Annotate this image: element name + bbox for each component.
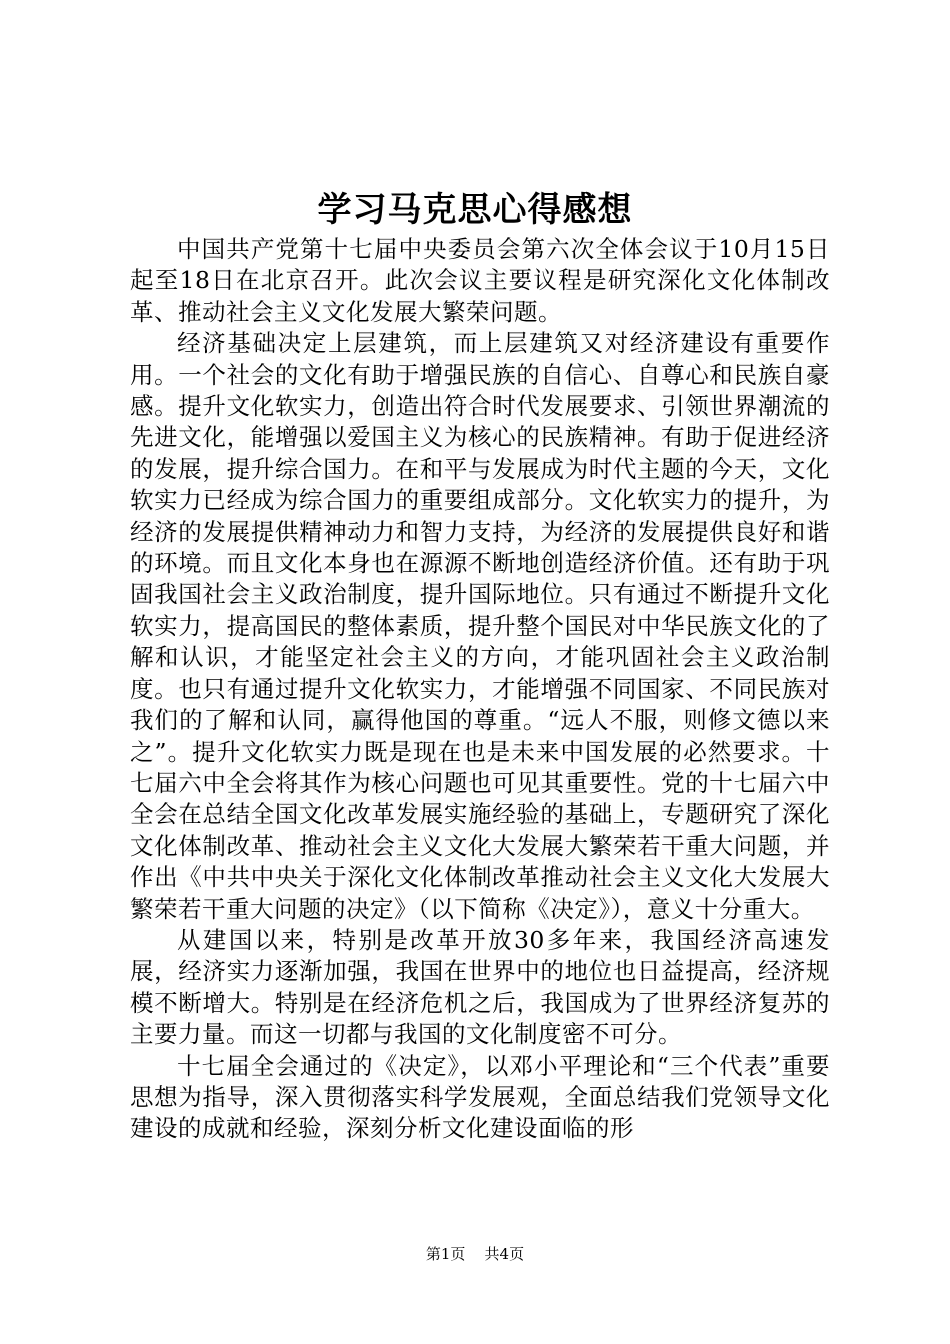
footer-spacer <box>470 1245 480 1263</box>
paragraph-3: 从建国以来，特别是改革开放30多年来，我国经济高速发展，经济实力逐渐加强，我国在世界中的地位也日益提高，经济规模不断增大。特别是在经济危机之后，我国成为了世界经济复苏的主要力量。而这一切都与我国的文化制度密不可分。 <box>130 925 830 1049</box>
paragraph-1: 中国共产党第十七届中央委员会第六次全体会议于10月15日起至18日在北京召开。此次会议主要议程是研究深化文化体制改革、推动社会主义文化发展大繁荣问题。 <box>130 235 830 326</box>
document-title: 学习马克思心得感想 <box>317 190 633 230</box>
page-total: 共4页 <box>484 1245 525 1263</box>
paragraph-4: 十七届全会通过的《决定》，以邓小平理论和“三个代表”重要思想为指导，深入贯彻落实科学发展观，全面总结我们党领导文化建设的成就和经验，深刻分析文化建设面临的形 <box>130 1051 830 1143</box>
paragraph-2: 经济基础决定上层建筑，而上层建筑又对经济建设有重要作用。一个社会的文化有助于增强民族的自信心、自尊心和民族自豪感。提升文化软实力，创造出符合时代发展要求、引领世界潮流的先进文化，能增强以爱国主义为核心的民族精神。有助于促进经济的发展，提升综合国力。在和平与发展成为时代主题的今天，文化软实力已经成为综合国力的重要组成部分。文化软实力的提升，为经济的发展提供精神动力和智力支持，为经济的发展提供良好和谐的环境。而且文化本身也在源源不断地创造经济价值。还有助于巩固我国社会主义政治制度，提升国际地位。只有通过不断提升文化软实力，提高国民的整体素质，提升整个国民对中华民族文化的了解和认识，才能坚定社会主义的方向，才能巩固社会主义政治制度。也只有通过提升文化软实力，才能增强不同国家、不同民族对我们的了解和认同，赢得他国的尊重。“远人不服，则修文德以来之”。提升文化软实力既是现在也是未来中国发展的必然要求。十七届六中全会将其作为核心问题也可见其重要性。党的十七届六中全会在总结全国文化改革发展实施经验的基础上，专题研究了深化文化体制改革、推动社会主义文化大发展大繁荣若干重大问题，并作出《中共中央关于深化文化体制改革推动社会主义文化大发展大繁荣若干重大问题的决定》（以下简称《决定》），意义十分重大。 <box>130 329 830 923</box>
document-body <box>130 234 830 1145</box>
page-footer <box>0 1244 950 1264</box>
page-number: 第1页 <box>425 1245 466 1263</box>
